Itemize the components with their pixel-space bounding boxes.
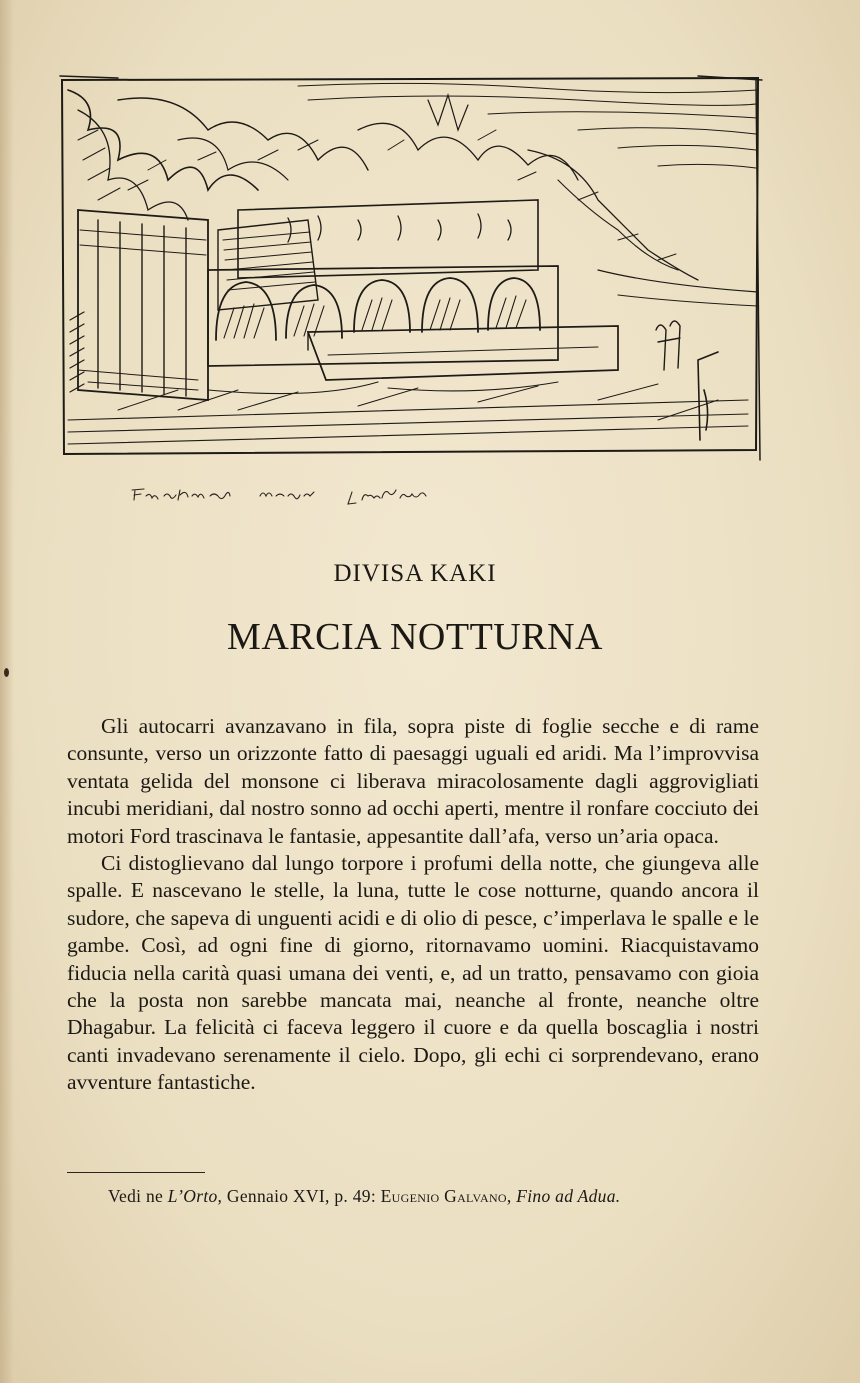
footnote-prefix: Vedi ne (108, 1186, 164, 1206)
footnote-issue: Gennaio XVI, p. 49: (226, 1186, 376, 1206)
footnote-work: Fino ad Adua. (516, 1186, 621, 1206)
footnote-rule (67, 1172, 205, 1173)
paragraph: Ci distoglievano dal lungo torpore i profumi della notte, che giungeva alle spalle. E nascevano le stelle, la luna, tutte le cose notturne, quando ancora il sudore, che sapeva di unguenti acidi e di olio di pesce, c’imperlava le spalle e le gambe. Così, ad ogni fine di giorno, ritornavamo uomini. Riacquistavamo fiducia nella carità quasi umana dei venti, e, ad un tratto, pensavamo con gioia che la posta non sarebbe mancata mai, neanche al fronte, neanche oltre Dhagabur. La felicità ci faceva leggero il cuore e da quella boscaglia i nostri canti invadevano serenamente il cielo. Dopo, gli echi ci sorprendevano, erano avventure fantastiche. (67, 851, 759, 1095)
paragraph: Gli autocarri avanzavano in fila, sopra piste di foglie secche e di rame consunte, verso un orizzonte fatto di paesaggi uguali ed aridi. Ma l’improvvisa ventata gelida del monsone ci liberava miracolosamente dagli aggrovigliati incubi meridiani, dal nostro sonno ad occhi aperti, mentre il ronfare cocciuto dei motori Ford trascinava le fantasie, appesantite dall’afa, verso un’aria opaca. (67, 714, 759, 848)
courtyard-illustration (58, 70, 766, 490)
body-text (67, 713, 759, 1097)
ink-spot (4, 668, 9, 677)
footnote-journal: L’Orto, (167, 1186, 223, 1206)
page-gutter-shadow (0, 0, 14, 1383)
illustration-signatures (130, 484, 470, 508)
footnote-author: Eugenio Galvano, (380, 1186, 512, 1206)
section-title: DIVISA KAKI (333, 560, 497, 587)
chapter-title: MARCIA NOTTURNA (227, 616, 603, 658)
footnote (108, 1186, 788, 1207)
